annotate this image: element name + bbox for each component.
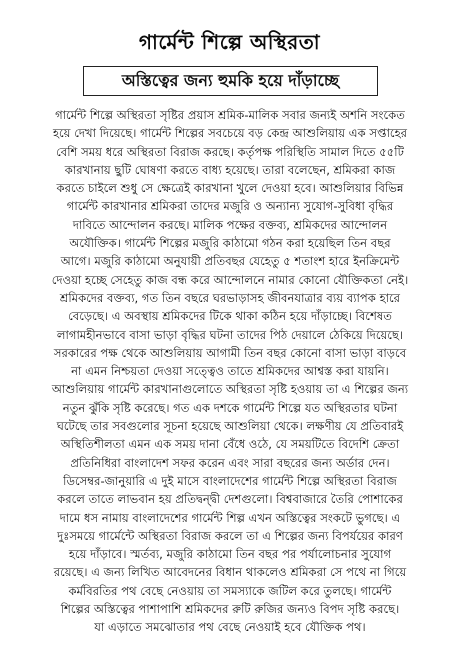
- body-line: অযৌক্তিক। গার্মেন্ট শিল্পের মজুরি কাঠামো গঠন করা হয়েছিল তিন বছর: [69, 236, 391, 251]
- body-line: দামে ধস নামায় বাংলাদেশের গার্মেন্ট শিল্প এখন অস্তিত্বের সংকটে ভুগছে। এ: [59, 510, 401, 525]
- body-line: ডিসেম্বর-জানুয়ারি এ দুই মাসে বাংলাদেশের গার্মেন্ট শিল্পে অস্থিরতা বিরাজ: [63, 473, 397, 488]
- body-line: নতুন ঝুঁকি সৃষ্টি করেছে। গত এক দশকে গার্মেন্ট শিল্পে যত অস্থিরতার ঘটনা: [62, 400, 398, 415]
- subheadline: অস্তিত্বের জন্য হুমকি হয়ে দাঁড়াচ্ছে: [121, 71, 340, 90]
- body-line: না এমন নিশ্চয়তা দেওয়া সত্ত্বেও তাতে শ্রমিকদের আশ্বস্ত করা যায়নি।: [71, 364, 389, 379]
- body-line: যা এড়াতে সমঝোতার পথ বেছে নেওয়াই হবে যৌক্তিক পথ।: [94, 620, 366, 635]
- body-line: গার্মেন্ট কারখানার শ্রমিকরা তাদের মজুরি ও অন্যান্য সুযোগ-সুবিধা বৃদ্ধির: [66, 199, 394, 214]
- body-line: হয়ে দাঁড়াবে। স্মর্তব্য, মজুরি কাঠামো তিন বছর পর পর্যালোচনার সুযোগ: [68, 547, 392, 562]
- body-line: লাগামহীনভাবে বাসা ভাড়া বৃদ্ধির ঘটনা তাদের পিঠ দেয়ালে ঠেকিয়ে দিয়েছে।: [56, 327, 404, 342]
- body-line: গার্মেন্ট শিল্পে অস্থিরতা সৃষ্টির প্রয়াস শ্রমিক-মালিক সবার জন্যই অশনি সংকেত: [55, 108, 405, 122]
- body-line: বেড়েছে। এ অবস্থায় শ্রমিকদের টিকে থাকা কঠিন হয়ে দাঁড়াচ্ছে। বিশেষত: [68, 309, 392, 324]
- body-line: ঘটেছে তার সবগুলোর সূচনা হয়েছে আশুলিয়া থেকে। লক্ষণীয় যে প্রতিবারই: [56, 419, 404, 434]
- article-body: [12, 106, 448, 637]
- body-line: শিল্পের অস্তিত্বের পাশাপাশি শ্রমিকদের রুটি রুজির জন্যও বিপদ সৃষ্টি করছে।: [60, 602, 400, 617]
- body-line: কর্মবিরতির পথ বেছে নেওয়ায় তা সমস্যাকে জটিল করে তুলছে। গার্মেন্ট: [68, 583, 392, 598]
- body-line: কারখানায় ছুটি ঘোষণা করতে বাধ্য হয়েছে। তারা বলেছেন, শ্রমিকরা কাজ: [64, 162, 396, 177]
- body-line: দাবিতে আন্দোলন করছে। মালিক পক্ষের বক্তব্য, শ্রমিকদের আন্দোলন: [72, 217, 388, 232]
- body-line: আশুলিয়ায় গার্মেন্ট কারখানাগুলোতে অস্থিরতা সৃষ্টি হওয়ায় তা এ শিল্পের জন্য: [51, 382, 409, 397]
- body-line: প্রতিনিধিরা বাংলাদেশ সফর করেন এবং সারা বছরের জন্য অর্ডার দেন।: [70, 455, 390, 470]
- body-line: সরকারের পক্ষ থেকে আশুলিয়ায় আগামী তিন বছর কোনো বাসা ভাড়া বাড়বে: [53, 345, 407, 360]
- body-line: করতে চাইলে শুধু সে ক্ষেত্রেই কারখানা খুলে দেওয়া হবে। আশুলিয়ার বিভিন্ন: [56, 181, 404, 196]
- body-line: বেশি সময় ধরে অস্থিরতা বিরাজ করছে। কর্তৃপক্ষ পরিস্থিতি সামাল দিতে ৫৫টি: [56, 144, 404, 159]
- body-line: অস্থিতিশীলতা এমন এক সময় দানা বেঁধে ওঠে, যে সময়টিতে বিদেশি ক্রেতা: [60, 437, 400, 452]
- body-line: দেওয়া হচ্ছে সেহেতু কাজ বন্ধ করে আন্দোলনে নামার কোনো যৌক্তিকতা নেই।: [51, 272, 409, 287]
- body-line: হয়ে দেখা দিয়েছে। গার্মেন্ট শিল্পের সবচেয়ে বড় কেন্দ্র আশুলিয়ায় এক সপ্তাহের: [52, 126, 408, 141]
- body-line: আগে। মজুরি কাঠামো অনুযায়ী প্রতিবছর যেহেতু ৫ শতাংশ হারে ইনক্রিমেন্ট: [60, 254, 400, 269]
- body-line: দুঃসময়ে গার্মেন্টে অস্থিরতা বিরাজ করলে তা এ শিল্পের জন্য বিপর্যয়ের কারণ: [57, 528, 403, 543]
- body-line: শ্রমিকদের বক্তব্য, গত তিন বছরে ঘরভাড়াসহ জীবনযাত্রার ব্যয় ব্যাপক হারে: [59, 290, 401, 305]
- subheadline-box: [83, 66, 378, 96]
- body-line: করলে তাতে লাভবান হয় প্রতিদ্বন্দ্বী দেশগুলো। বিশ্ববাজারে তৈরি পোশাকের: [57, 492, 403, 507]
- headline: গার্মেন্ট শিল্পে অস্থিরতা: [138, 30, 321, 55]
- body-line: রয়েছে। এ জন্য লিখিত আবেদনের বিধান থাকলেও শ্রমিকরা সে পথে না গিয়ে: [53, 565, 407, 580]
